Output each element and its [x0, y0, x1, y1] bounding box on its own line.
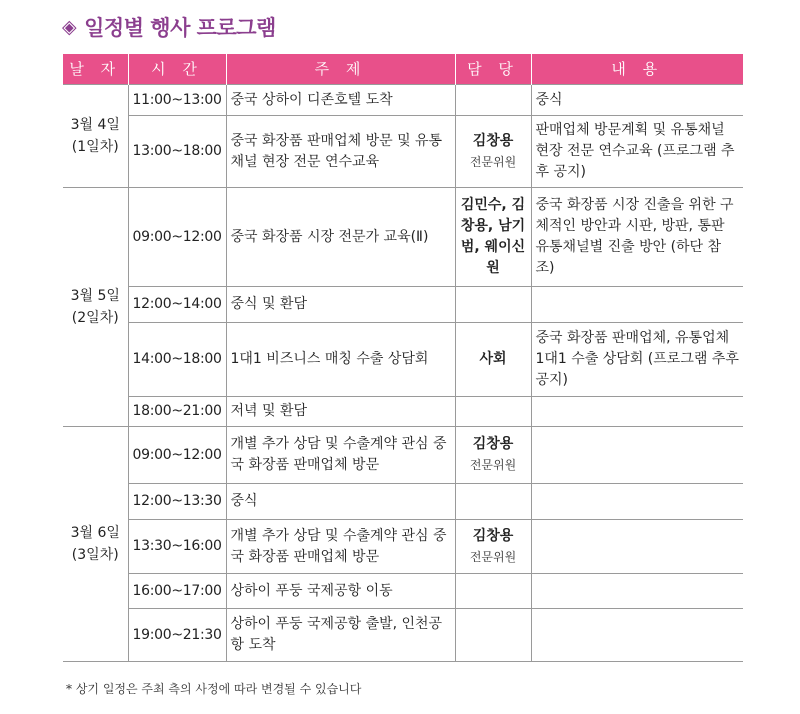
person-name: 김민수, 김창용, 남기범, 웨이신원	[460, 197, 526, 276]
schedule-table	[63, 54, 743, 662]
content-cell	[531, 397, 743, 427]
header-content: 내 용	[531, 54, 743, 85]
content-cell: 중국 화장품 시장 진출을 위한 구체적인 방안과 시판, 방판, 통판 유통채널별 진출 방안 (하단 참조)	[531, 188, 743, 287]
table-row	[63, 188, 743, 287]
content-cell	[531, 574, 743, 609]
table-row	[63, 484, 743, 520]
topic-cell: 중국 화장품 판매업체 방문 및 유통채널 현장 전문 연수교육	[226, 116, 455, 188]
time-cell: 19:00~21:30	[128, 609, 226, 662]
content-cell: 판매업체 방문계획 및 유통채널 현장 전문 연수교육 (프로그램 추후 공지)	[531, 116, 743, 188]
diamond-bullet-icon: ◈	[62, 16, 77, 38]
person-cell	[455, 116, 531, 188]
topic-cell: 중식	[226, 484, 455, 520]
time-cell: 11:00~13:00	[128, 85, 226, 116]
topic-cell: 개별 추가 상담 및 수출계약 관심 중국 화장품 판매업체 방문	[226, 520, 455, 574]
day-cell	[63, 427, 128, 662]
table-header-row	[63, 54, 743, 85]
person-cell	[455, 484, 531, 520]
content-cell: 중식	[531, 85, 743, 116]
content-cell	[531, 427, 743, 484]
person-name: 사회	[479, 351, 507, 367]
person-cell	[455, 609, 531, 662]
topic-cell: 저녁 및 환담	[226, 397, 455, 427]
time-cell: 12:00~14:00	[128, 287, 226, 323]
topic-cell: 1대1 비즈니스 매칭 수출 상담회	[226, 323, 455, 397]
time-cell: 13:00~18:00	[128, 116, 226, 188]
day-cell	[63, 188, 128, 427]
person-role: 전문위원	[469, 154, 517, 169]
person-name: 김창용	[472, 527, 514, 544]
person-name: 김창용	[472, 132, 514, 149]
topic-cell: 개별 추가 상담 및 수출계약 관심 중국 화장품 판매업체 방문	[226, 427, 455, 484]
table-row	[63, 287, 743, 323]
person-cell	[455, 427, 531, 484]
table-row	[63, 574, 743, 609]
topic-cell: 상하이 푸둥 국제공항 출발, 인천공항 도착	[226, 609, 455, 662]
person-role: 전문위원	[469, 458, 517, 472]
day-date: 3월 5일	[70, 288, 120, 304]
time-cell: 16:00~17:00	[128, 574, 226, 609]
table-row	[63, 609, 743, 662]
section-title-text: 일정별 행사 프로그램	[84, 16, 276, 40]
day-label: (2일차)	[71, 310, 119, 326]
day-label: (3일차)	[71, 547, 119, 563]
day-date: 3월 6일	[70, 525, 120, 541]
person-cell	[455, 188, 531, 287]
table-row	[63, 397, 743, 427]
time-cell: 09:00~12:00	[128, 188, 226, 287]
day-label: (1일차)	[71, 139, 119, 155]
content-cell: 중국 화장품 판매업체, 유통업체 1대1 수출 상담회 (프로그램 추후 공지)	[531, 323, 743, 397]
header-topic: 주 제	[226, 54, 455, 85]
header-time: 시 간	[128, 54, 226, 85]
time-cell: 13:30~16:00	[128, 520, 226, 574]
table-row	[63, 323, 743, 397]
section-title	[62, 12, 276, 42]
content-cell	[531, 520, 743, 574]
person-cell	[455, 85, 531, 116]
topic-cell: 중국 상하이 디존호텔 도착	[226, 85, 455, 116]
footnote: * 상기 일정은 주최 측의 사정에 따라 변경될 수 있습니다	[66, 682, 362, 696]
day-cell	[63, 85, 128, 188]
day-date: 3월 4일	[70, 117, 120, 133]
header-person: 담 당	[455, 54, 531, 85]
person-cell	[455, 520, 531, 574]
time-cell: 09:00~12:00	[128, 427, 226, 484]
person-cell	[455, 323, 531, 397]
person-cell	[455, 287, 531, 323]
topic-cell: 중식 및 환담	[226, 287, 455, 323]
content-cell	[531, 609, 743, 662]
table-row	[63, 116, 743, 188]
table-row	[63, 427, 743, 484]
person-name: 김창용	[472, 436, 514, 452]
table-row	[63, 85, 743, 116]
content-cell	[531, 484, 743, 520]
time-cell: 18:00~21:00	[128, 397, 226, 427]
time-cell: 12:00~13:30	[128, 484, 226, 520]
topic-cell: 중국 화장품 시장 전문가 교육(Ⅱ)	[226, 188, 455, 287]
person-role: 전문위원	[469, 549, 517, 564]
topic-cell: 상하이 푸둥 국제공항 이동	[226, 574, 455, 609]
header-date: 날 자	[63, 54, 128, 85]
person-cell	[455, 574, 531, 609]
person-cell	[455, 397, 531, 427]
content-cell	[531, 287, 743, 323]
table-row	[63, 520, 743, 574]
time-cell: 14:00~18:00	[128, 323, 226, 397]
